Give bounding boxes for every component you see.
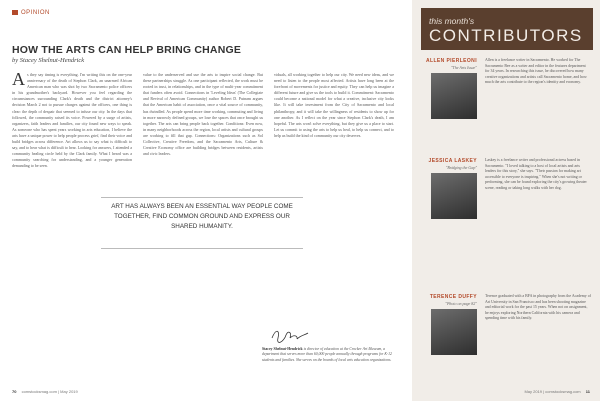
contributor-bio: Allen is a freelance writer in Sacramento. He worked for The Sacramento Bee as a writer and editor in the features department for 34 years. In researching this issue, he discovered how many creative organizations and artists call Sacramento home, and how much the arts contribute to the region's identity and economy.	[485, 58, 587, 85]
contributor-photo	[431, 309, 477, 355]
contributor-name: ALLEN PIERLEONI	[425, 58, 477, 64]
section-marker	[12, 10, 18, 15]
right-footer	[524, 389, 590, 394]
contributor-photo	[431, 73, 477, 119]
contributors-page	[412, 0, 600, 401]
author-name: Stacey Shelnut-Hendrick	[262, 347, 303, 351]
contributor-bio: Terence graduated with a BFA in photography from the Academy of Art University in San Francisco and has been shooting magazine and editorial work for the past 15 years. When not on assignment, he enjoys exploring Northern California with his camera and spending time with his family.	[485, 294, 591, 321]
column-2-text: value to the underserved and use the arts to inspire social change. But these partnerships struggle. As one participant reflected, the work must be rooted in trust, in relationships, and in the type of multi-year commitment that funders often avoid. Connections in 'Leveling Ideas' (The Collegiate and Revival of American Community) author Robert D. Putnam argues that the American habit of association, once a vital source of community, has dwindled. As people spend more time working, commuting and living in more narrowly defined groups, we lose the spaces that once brought us together. The arts can bring people back together. Conditions: Even now, in many neighborhoods across the region, local artists and cultural groups are working to fill that gap. Connections: Organizations such as Sol Collective, Creative Freedom, and the Sacramento Arts, Culture & Creative Economy office are building bridges between residents, artists and civic leaders.	[143, 72, 263, 157]
contributor-entry	[421, 158, 593, 286]
author-description: is director of education at the Crocker Art Museum, a department that serves more than 60,000 people annually through programs for K-12 students and families. She serves on the boards of local arts education organizations.	[262, 347, 392, 362]
contributor-photo	[431, 173, 477, 219]
right-footer-text: May 2019 | comstocksmag.com	[524, 389, 581, 394]
contributor-name: TERENCE DUFFY	[429, 294, 477, 300]
left-footer	[12, 389, 78, 394]
contributor-role: "The Arts Issue"	[450, 65, 477, 70]
column-3-text: viduals, all working together to help our city. We need new ideas, and we need to listen to the people most affected. Artists have long been at the forefront of movements for justice and equity. They can help us imagine a different future and give us the tools to build it. Commitment: Sacramento could become a national model for what a creative, inclusive city looks like. It will take investment from the City of Sacramento and local philanthropy, and it will take the willingness of residents to show up for one another. As I reflect on the year since Stephon Clark's death, I am hopeful. The arts won't solve everything, but they give us a place to start. Let us commit to using the arts to help us heal, to help us connect, and to help us build the kind of community our city deserves.	[274, 72, 394, 138]
section-label: OPINION	[21, 10, 50, 17]
contributor-role: "Bridging the Gap"	[445, 165, 477, 170]
author-signature	[270, 326, 310, 344]
article-title: HOW THE ARTS CAN HELP BRING CHANGE	[12, 44, 242, 56]
header-title: CONTRIBUTORS	[429, 26, 583, 45]
right-page-number: 11	[585, 389, 590, 394]
contributor-role: "Photo on page 82"	[445, 301, 477, 306]
author-note	[262, 347, 394, 363]
left-page-number: 70	[12, 389, 17, 394]
contributor-bio: Laskey is a freelance writer and professional actress based in Sacramento. "I loved talking to a host of local artists and arts leaders for this story," she says. "Their passion for making art accessible to everyone is inspiring." When she's not writing or performing, she can be found exploring the city's growing theater scene, reading or taking long walks with her dog.	[485, 158, 587, 190]
pull-quote: ART HAS ALWAYS BEEN AN ESSENTIAL WAY PEOPLE COME TOGETHER, FIND COMMON GROUND AND EXPRESS OUR SHARED HUMANITY.	[101, 197, 303, 249]
contributor-name: JESSICA LASKEY	[428, 158, 477, 164]
byline: by Stacey Shelnut-Hendrick	[12, 57, 85, 64]
header-subtitle: this month's	[429, 16, 475, 26]
left-footer-text: comstocksmag.com | May 2019	[21, 389, 78, 394]
drop-cap: A	[12, 72, 25, 89]
column-1-text: s they say timing is everything. I'm writing this on the one-year anniversary of the death of Stephon Clark, an unarmed African American man who was shot by two Sacramento police officers in his grandmother's backyard. However you feel regarding the circumstances surrounding Clark's death and the district attorney's decision March 2 not to pursue charges against the officers, one thing is clear: the depth of despair that seemed to infuse our city. In the days that followed, the community raised its voice. Powered by a surge of artists, organizers, faith leaders and families, our city found new ways to speak. As someone who has spent years working in arts education, I believe the arts have a unique power to help people process grief, find their voice and build bridges across difference. Art allows us to say what is difficult to say, and to hear what is difficult to hear. Looking for answers, I attended a community healing circle held by the Clark family. What I heard was a community searching for understanding, and a younger generation demanding to be seen.	[12, 72, 132, 169]
section-tag	[12, 10, 50, 16]
contributor-entry	[421, 294, 593, 386]
contributor-entry	[421, 58, 593, 150]
contributors-header	[421, 8, 593, 50]
